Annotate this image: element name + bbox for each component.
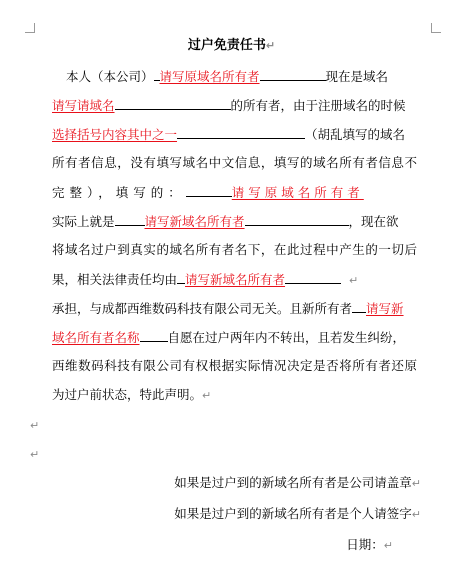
body-line-2: 请写请域名 的所有者，由于注册域名的时候 <box>52 95 417 115</box>
paragraph-mark: ↵ <box>411 477 421 490</box>
company-seal-line: 如果是过户到的新域名所有者是公司请盖章↵ <box>174 475 421 490</box>
body-line-7: 将域名过户到真实的域名所有者名下，在此过程中产生的一切后 <box>52 242 417 257</box>
placeholder-domain: 请写请域名 <box>52 98 115 113</box>
paragraph-mark: ↵ <box>265 39 276 52</box>
placeholder-new-owner-3-cont: 域名所有者名称 <box>52 330 140 345</box>
page-corner-mark-top-right <box>431 23 441 33</box>
date-line: 日期：↵ <box>346 537 393 552</box>
body-line-6: 实际上就是 请写新域名所有者 ，现在欲 <box>52 211 417 231</box>
paragraph-mark: ↵ <box>383 539 393 552</box>
empty-paragraph-mark: ↵ <box>30 419 40 432</box>
body-line-8: 果，相关法律责任均由 请写新域名所有者 ↵ <box>52 269 417 289</box>
placeholder-new-owner: 请写新域名所有者 <box>144 214 245 229</box>
body-line-1: 本人（本公司） 请写原域名所有者 现在是域名 <box>52 66 417 86</box>
body-line-3: 选择括号内容其中之一 （胡乱填写的域名 <box>52 124 417 144</box>
placeholder-original-owner: 请写原域名所有者 <box>159 69 260 84</box>
placeholder-choose-option: 选择括号内容其中之一 <box>52 127 178 142</box>
placeholder-new-owner-2: 请写新域名所有者 <box>185 272 286 287</box>
body-line-11: 西维数码科技有限公司有权根据实际情况决定是否将所有者还原 <box>52 358 417 373</box>
paragraph-mark: ↵ <box>202 389 212 402</box>
placeholder-new-owner-3: 请写新 <box>366 301 404 316</box>
body-line-4: 所有者信息，没有填写域名中文信息，填写的域名所有者信息不 <box>52 155 417 170</box>
empty-paragraph-mark: ↵ <box>30 448 40 461</box>
paragraph-mark: ↵ <box>349 274 359 287</box>
document-title: 过户免责任书↵ <box>187 38 276 53</box>
paragraph-mark: ↵ <box>411 508 421 521</box>
body-line-9: 承担，与成都西维数码科技有限公司无关。且新所有者 请写新 <box>52 298 417 318</box>
page-corner-mark-top-left <box>25 23 35 33</box>
body-line-5: 完整），填写的： 请写原域名所有者 <box>52 182 417 202</box>
personal-signature-line: 如果是过户到的新域名所有者是个人请签字↵ <box>174 506 421 521</box>
body-line-12: 为过户前状态，特此声明。↵ <box>52 387 212 402</box>
body-line-10: 域名所有者名称 自愿在过户两年内不转出，且若发生纠纷， <box>52 327 417 347</box>
placeholder-original-owner-2: 请写原域名所有者 <box>231 185 364 200</box>
